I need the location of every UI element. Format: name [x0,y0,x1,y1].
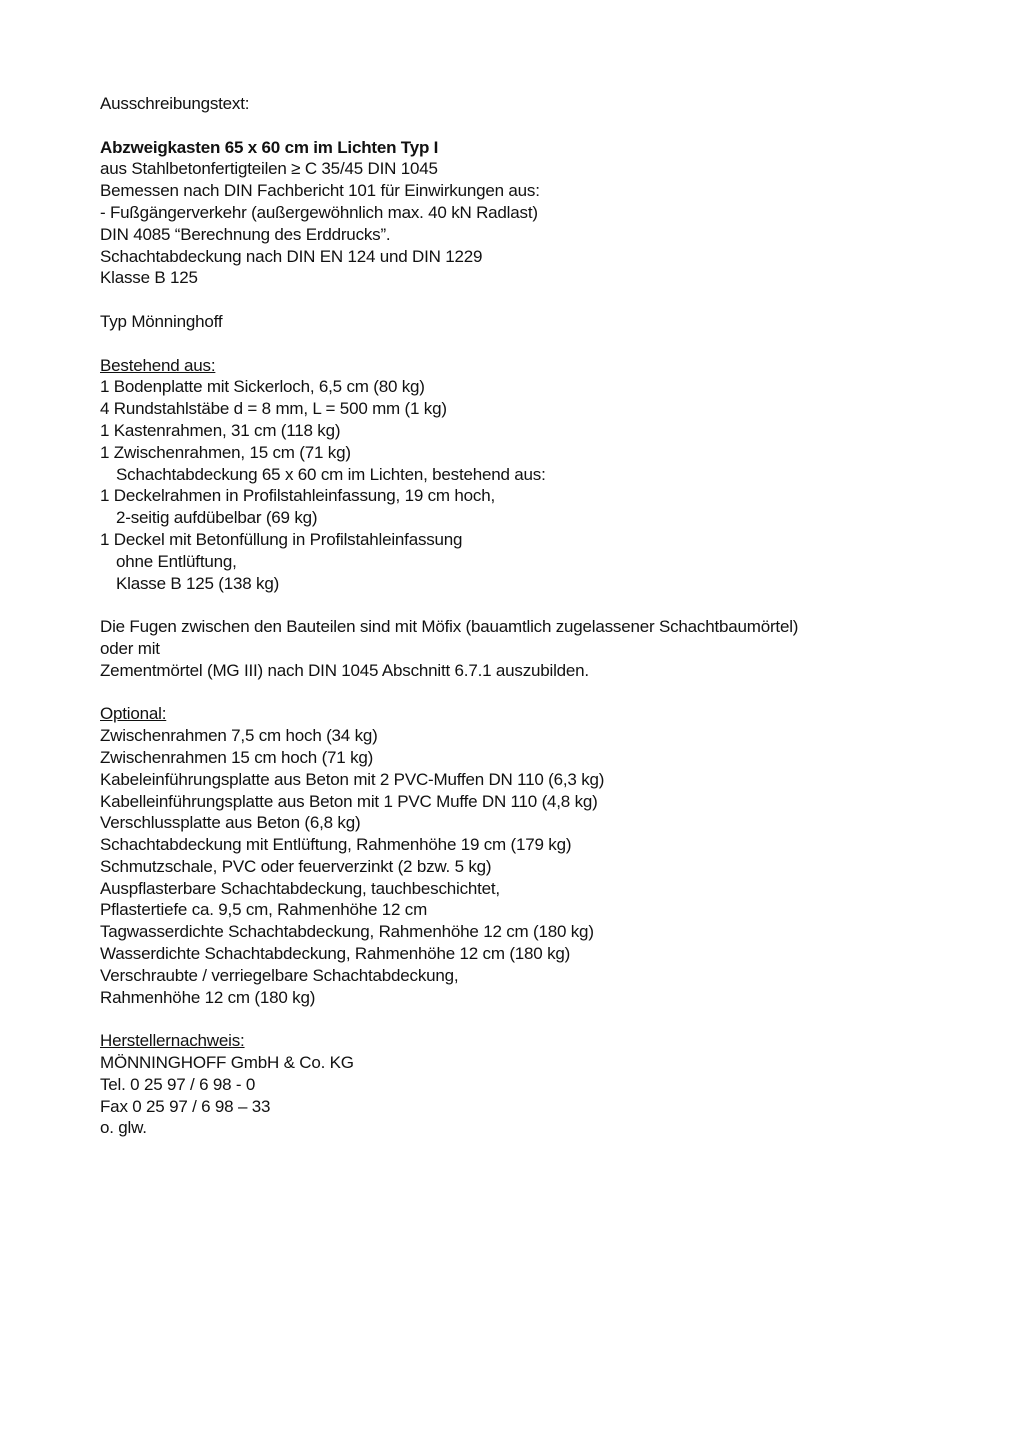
manufacturer-tel: Tel. 0 25 97 / 6 98 - 0 [100,1074,256,1094]
spacer [100,1008,960,1030]
component-item: 1 Deckelrahmen in Profilstahleinfassung, 19 cm hoch, [100,486,495,506]
spacer [100,333,960,355]
joints-line: Zementmörtel (MG III) nach DIN 1045 Abschnitt 6.7.1 auszubilden. [100,660,589,680]
spacer [100,594,960,616]
type-line: Typ Mönninghoff [100,311,223,331]
optional-item: Verschraubte / verriegelbare Schachtabdeckung, [100,965,459,985]
component-item: Schachtabdeckung 65 x 60 cm im Lichten, bestehend aus: [116,464,546,484]
manufacturer-name: MÖNNINGHOFF GmbH & Co. KG [100,1053,354,1073]
component-item: ohne Entlüftung, [116,551,237,571]
component-item: 1 Bodenplatte mit Sickerloch, 6,5 cm (80 kg) [100,377,425,397]
optional-item: Schachtabdeckung mit Entlüftung, Rahmenhöhe 19 cm (179 kg) [100,835,572,855]
optional-item: Zwischenrahmen 15 cm hoch (71 kg) [100,747,374,767]
optional-item: Rahmenhöhe 12 cm (180 kg) [100,987,316,1007]
intro-line: DIN 4085 “Berechnung des Erddrucks”. [100,224,391,244]
optional-item: Pflastertiefe ca. 9,5 cm, Rahmenhöhe 12 cm [100,900,428,920]
document-label: Ausschreibungstext: [100,94,250,113]
component-item: Klasse B 125 (138 kg) [116,573,280,593]
spacer [100,682,960,704]
spacer [100,289,960,311]
manufacturer-heading: Herstellernachweis: [100,1031,245,1051]
manufacturer-fax: Fax 0 25 97 / 6 98 – 33 [100,1096,271,1116]
optional-item: Zwischenrahmen 7,5 cm hoch (34 kg) [100,726,378,746]
manufacturer-alt: o. glw. [100,1118,147,1138]
joints-line: oder mit [100,638,160,658]
optional-heading: Optional: [100,704,167,724]
joints-line: Die Fugen zwischen den Bauteilen sind mit Möfix (bauamtlich zugelassener Schachtbaumörtel) [100,617,799,637]
optional-item: Schmutzschale, PVC oder feuerverzinkt (2 bzw. 5 kg) [100,856,492,876]
optional-item: Tagwasserdichte Schachtabdeckung, Rahmenhöhe 12 cm (180 kg) [100,922,594,942]
component-item: 1 Zwischenrahmen, 15 cm (71 kg) [100,442,351,462]
component-item: 2-seitig aufdübelbar (69 kg) [116,508,318,528]
optional-item: Verschlussplatte aus Beton (6,8 kg) [100,813,361,833]
component-item: 4 Rundstahlstäbe d = 8 mm, L = 500 mm (1 kg) [100,399,447,419]
document-page [100,93,960,1139]
intro-line: - Fußgängerverkehr (außergewöhnlich max. 40 kN Radlast) [100,202,538,222]
intro-line: Bemessen nach DIN Fachbericht 101 für Einwirkungen aus: [100,181,540,201]
optional-item: Kabelleinführungsplatte aus Beton mit 1 PVC Muffe DN 110 (4,8 kg) [100,791,598,811]
intro-line: aus Stahlbetonfertigteilen ≥ C 35/45 DIN 1045 [100,159,438,179]
component-item: 1 Deckel mit Betonfüllung in Profilstahleinfassung [100,529,463,549]
document-title: Abzweigkasten 65 x 60 cm im Lichten Typ I [100,137,439,157]
intro-line: Klasse B 125 [100,268,198,288]
optional-item: Wasserdichte Schachtabdeckung, Rahmenhöhe 12 cm (180 kg) [100,944,571,964]
components-heading: Bestehend aus: [100,355,216,375]
optional-item: Kabeleinführungsplatte aus Beton mit 2 PVC-Muffen DN 110 (6,3 kg) [100,769,605,789]
optional-item: Auspflasterbare Schachtabdeckung, tauchbeschichtet, [100,878,500,898]
intro-line: Schachtabdeckung nach DIN EN 124 und DIN 1229 [100,246,483,266]
component-item: 1 Kastenrahmen, 31 cm (118 kg) [100,420,341,440]
spacer [100,115,960,137]
